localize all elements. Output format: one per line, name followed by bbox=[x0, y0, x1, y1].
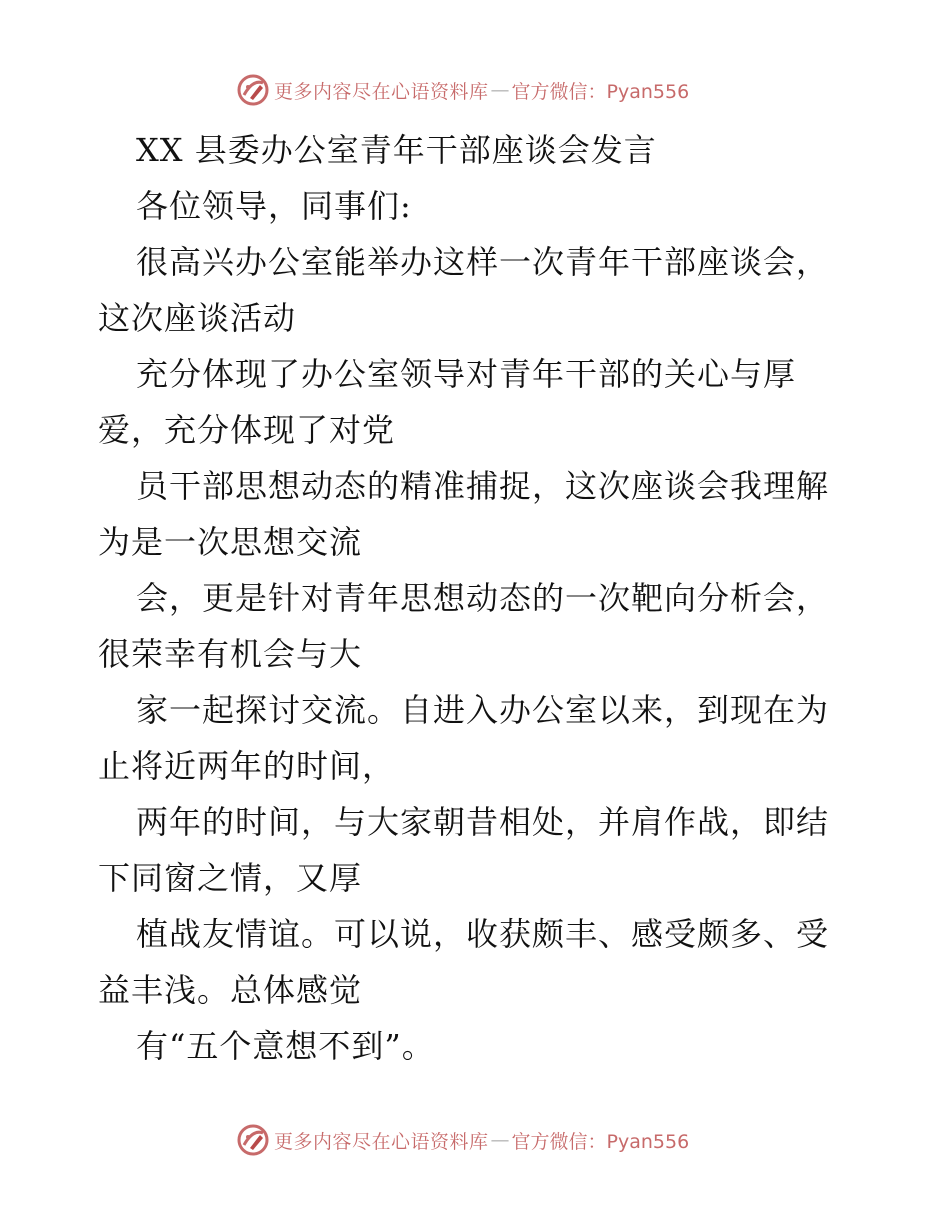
footer-banner bbox=[236, 1122, 689, 1158]
text-line: 充分体现了办公室领导对青年干部的关心与厚 bbox=[136, 355, 797, 393]
document-title: XX 县委办公室青年干部座谈会发言 bbox=[136, 131, 657, 169]
text-line: 员干部思想动态的精准捕捉，这次座谈会我理解 bbox=[136, 467, 830, 505]
text-line: 有“五个意想不到”。 bbox=[136, 1027, 435, 1065]
text-line: 植战友情谊。可以说，收获颇丰、感受颇多、受 bbox=[136, 915, 830, 953]
header-banner-dash: — bbox=[490, 79, 510, 101]
footer-banner-dash: — bbox=[490, 1129, 510, 1151]
text-line: 下同窗之情，又厚 bbox=[98, 859, 363, 897]
text-line: 很荣幸有机会与大 bbox=[98, 635, 363, 673]
text-line: 会，更是针对青年思想动态的一次靶向分析会， bbox=[136, 579, 830, 617]
logo-pen-icon bbox=[236, 1123, 270, 1157]
header-banner-text: 更多内容尽在心语资料库 bbox=[274, 80, 489, 103]
text-line: 止将近两年的时间， bbox=[98, 747, 396, 785]
document-body bbox=[98, 122, 858, 1074]
text-line: 家一起探讨交流。自进入办公室以来，到现在为 bbox=[136, 691, 830, 729]
text-line: 这次座谈活动 bbox=[98, 299, 297, 337]
logo-pen-icon bbox=[236, 73, 270, 107]
text-line: 很高兴办公室能举办这样一次青年干部座谈会， bbox=[136, 243, 830, 281]
text-line: 各位领导，同事们: bbox=[136, 187, 412, 225]
header-banner bbox=[236, 72, 689, 108]
text-line: 为是一次思想交流 bbox=[98, 523, 363, 561]
text-line: 两年的时间，与大家朝昔相处，并肩作战，即结 bbox=[136, 803, 830, 841]
text-line: 益丰浅。总体感觉 bbox=[98, 971, 363, 1009]
text-line: 爱，充分体现了对党 bbox=[98, 411, 396, 449]
header-wechat: 官方微信：Pyan556 bbox=[511, 80, 690, 103]
footer-banner-text: 更多内容尽在心语资料库 bbox=[274, 1130, 489, 1153]
footer-wechat: 官方微信：Pyan556 bbox=[511, 1130, 690, 1153]
